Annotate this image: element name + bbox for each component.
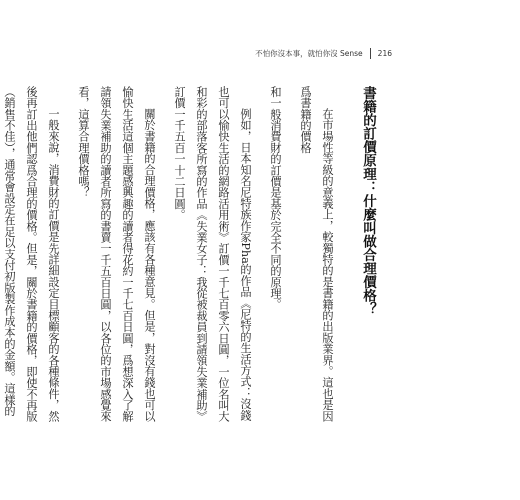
section-title: 書籍的訂價原理：什麼叫做合理價格？	[360, 86, 376, 316]
running-header	[255, 48, 392, 59]
paragraph-3: 關於書籍的合理價格，應該有各種意見。但是，對沒有錢也可以愉快生活這個主題感興趣的讀者得花約一千七百日圓，爲想深入了解請領失業補助的讀者所寫的書賣一千五百日圓，以各位的市場感覺來看，這算合理價格嗎？	[77, 86, 156, 422]
running-title: 不怕你沒本事，就怕你沒 Sense	[255, 49, 363, 58]
page-body	[0, 86, 380, 426]
paragraph-1-continued: 和一般消費財的訂價是基於完全不同的原理。	[269, 86, 282, 310]
paragraph-2: 例如，日本知名尼特族作家Pha的作品《尼特的生活方式：沒錢也可以愉快生活的網路活用術》訂價一千七百零六日圓，一位名叫大和彩的部落客所寫的作品《失業女子：我從被裁員到請領失業補助》訂價一千五百一十二日圓。	[173, 86, 252, 422]
header-divider	[370, 48, 371, 59]
page-number: 216	[377, 49, 392, 58]
paragraph-4: 一般來說，消費財的訂價是先詳細設定目標顧客的各種條件，然後再訂出他們認爲合理的價格。但是，關於書籍的價格，即使不再版（銷售不佳），通常會設定在足以支付初版製作成本的金額。這樣的	[3, 86, 60, 422]
paragraph-1: 在市場性等級的意義上，較獨特的是書籍的出版業界。這也是因爲書籍的價格	[299, 86, 334, 422]
